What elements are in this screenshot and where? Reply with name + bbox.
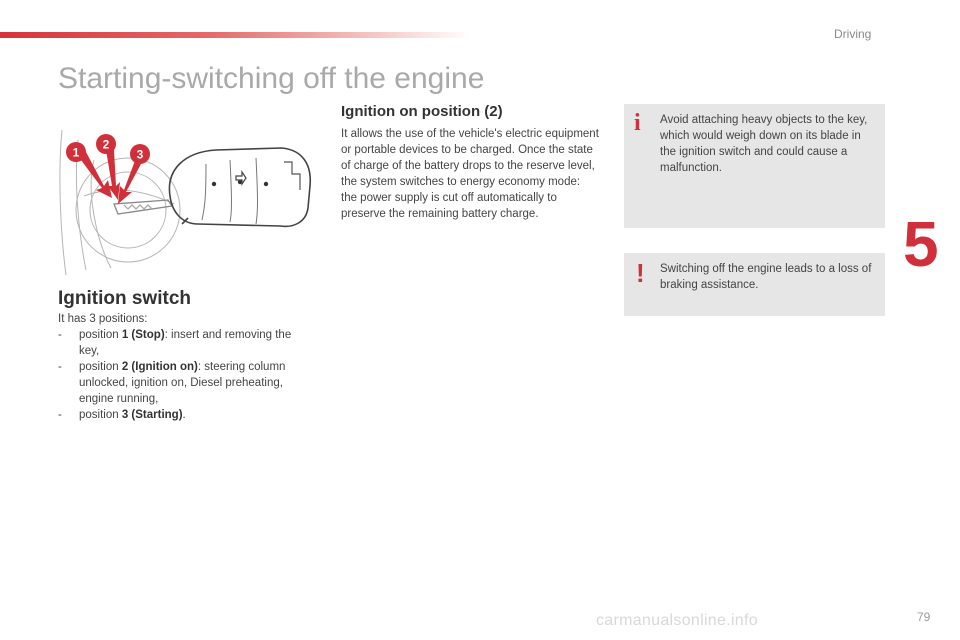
watermark: carmanualsonline.info xyxy=(596,612,758,629)
info-icon: i xyxy=(634,110,641,136)
list-item xyxy=(58,359,308,407)
list-item xyxy=(58,407,308,423)
callout-3: 3 xyxy=(136,147,144,162)
position-label: 1 (Stop) xyxy=(121,329,165,341)
position-description: : insert and removing the key, xyxy=(79,329,292,357)
ignition-positions-list xyxy=(58,327,308,423)
page-title: Starting-switching off the engine xyxy=(58,62,485,95)
position-prefix: position xyxy=(79,409,122,421)
list-dash: - xyxy=(58,409,62,421)
ignition-on-text: It allows the use of the vehicle's electric equipment or portable devices to be charged. Once the state of charge of the battery drops to the reserve level, the system switches to energy economy mode: the power supply is cut off automatically to preserve the remaining battery charge. xyxy=(341,128,599,220)
position-prefix: position xyxy=(79,329,122,341)
list-dash: - xyxy=(58,329,62,341)
info-note-text: Avoid attaching heavy objects to the key, which would weigh down on its blade in the ignition switch and could cause a malfunction. xyxy=(660,114,868,174)
ignition-key-illustration xyxy=(56,100,318,280)
header-accent-bar xyxy=(0,32,470,38)
position-description: . xyxy=(182,409,186,421)
list-dash: - xyxy=(58,361,62,373)
warning-note-text: Switching off the engine leads to a loss of braking assistance. xyxy=(660,263,872,291)
warning-note xyxy=(624,253,885,316)
ignition-on-heading: Ignition on position (2) xyxy=(341,103,503,120)
info-note xyxy=(624,104,885,228)
position-prefix: position xyxy=(79,361,122,373)
ignition-switch-intro: It has 3 positions: xyxy=(58,313,148,325)
callout-2: 2 xyxy=(102,137,110,152)
ignition-switch-heading: Ignition switch xyxy=(58,288,191,309)
position-label: 3 (Starting) xyxy=(121,409,183,421)
section-name: Driving xyxy=(834,27,872,41)
callout-1: 1 xyxy=(72,145,80,160)
position-description: : steering column unlocked, ignition on, Diesel preheating, engine running, xyxy=(79,361,286,405)
list-item xyxy=(58,327,308,359)
position-label: 2 (Ignition on) xyxy=(121,361,198,373)
chapter-number: 5 xyxy=(903,208,939,280)
page-number: 79 xyxy=(917,610,931,624)
warning-icon: ! xyxy=(636,258,645,288)
